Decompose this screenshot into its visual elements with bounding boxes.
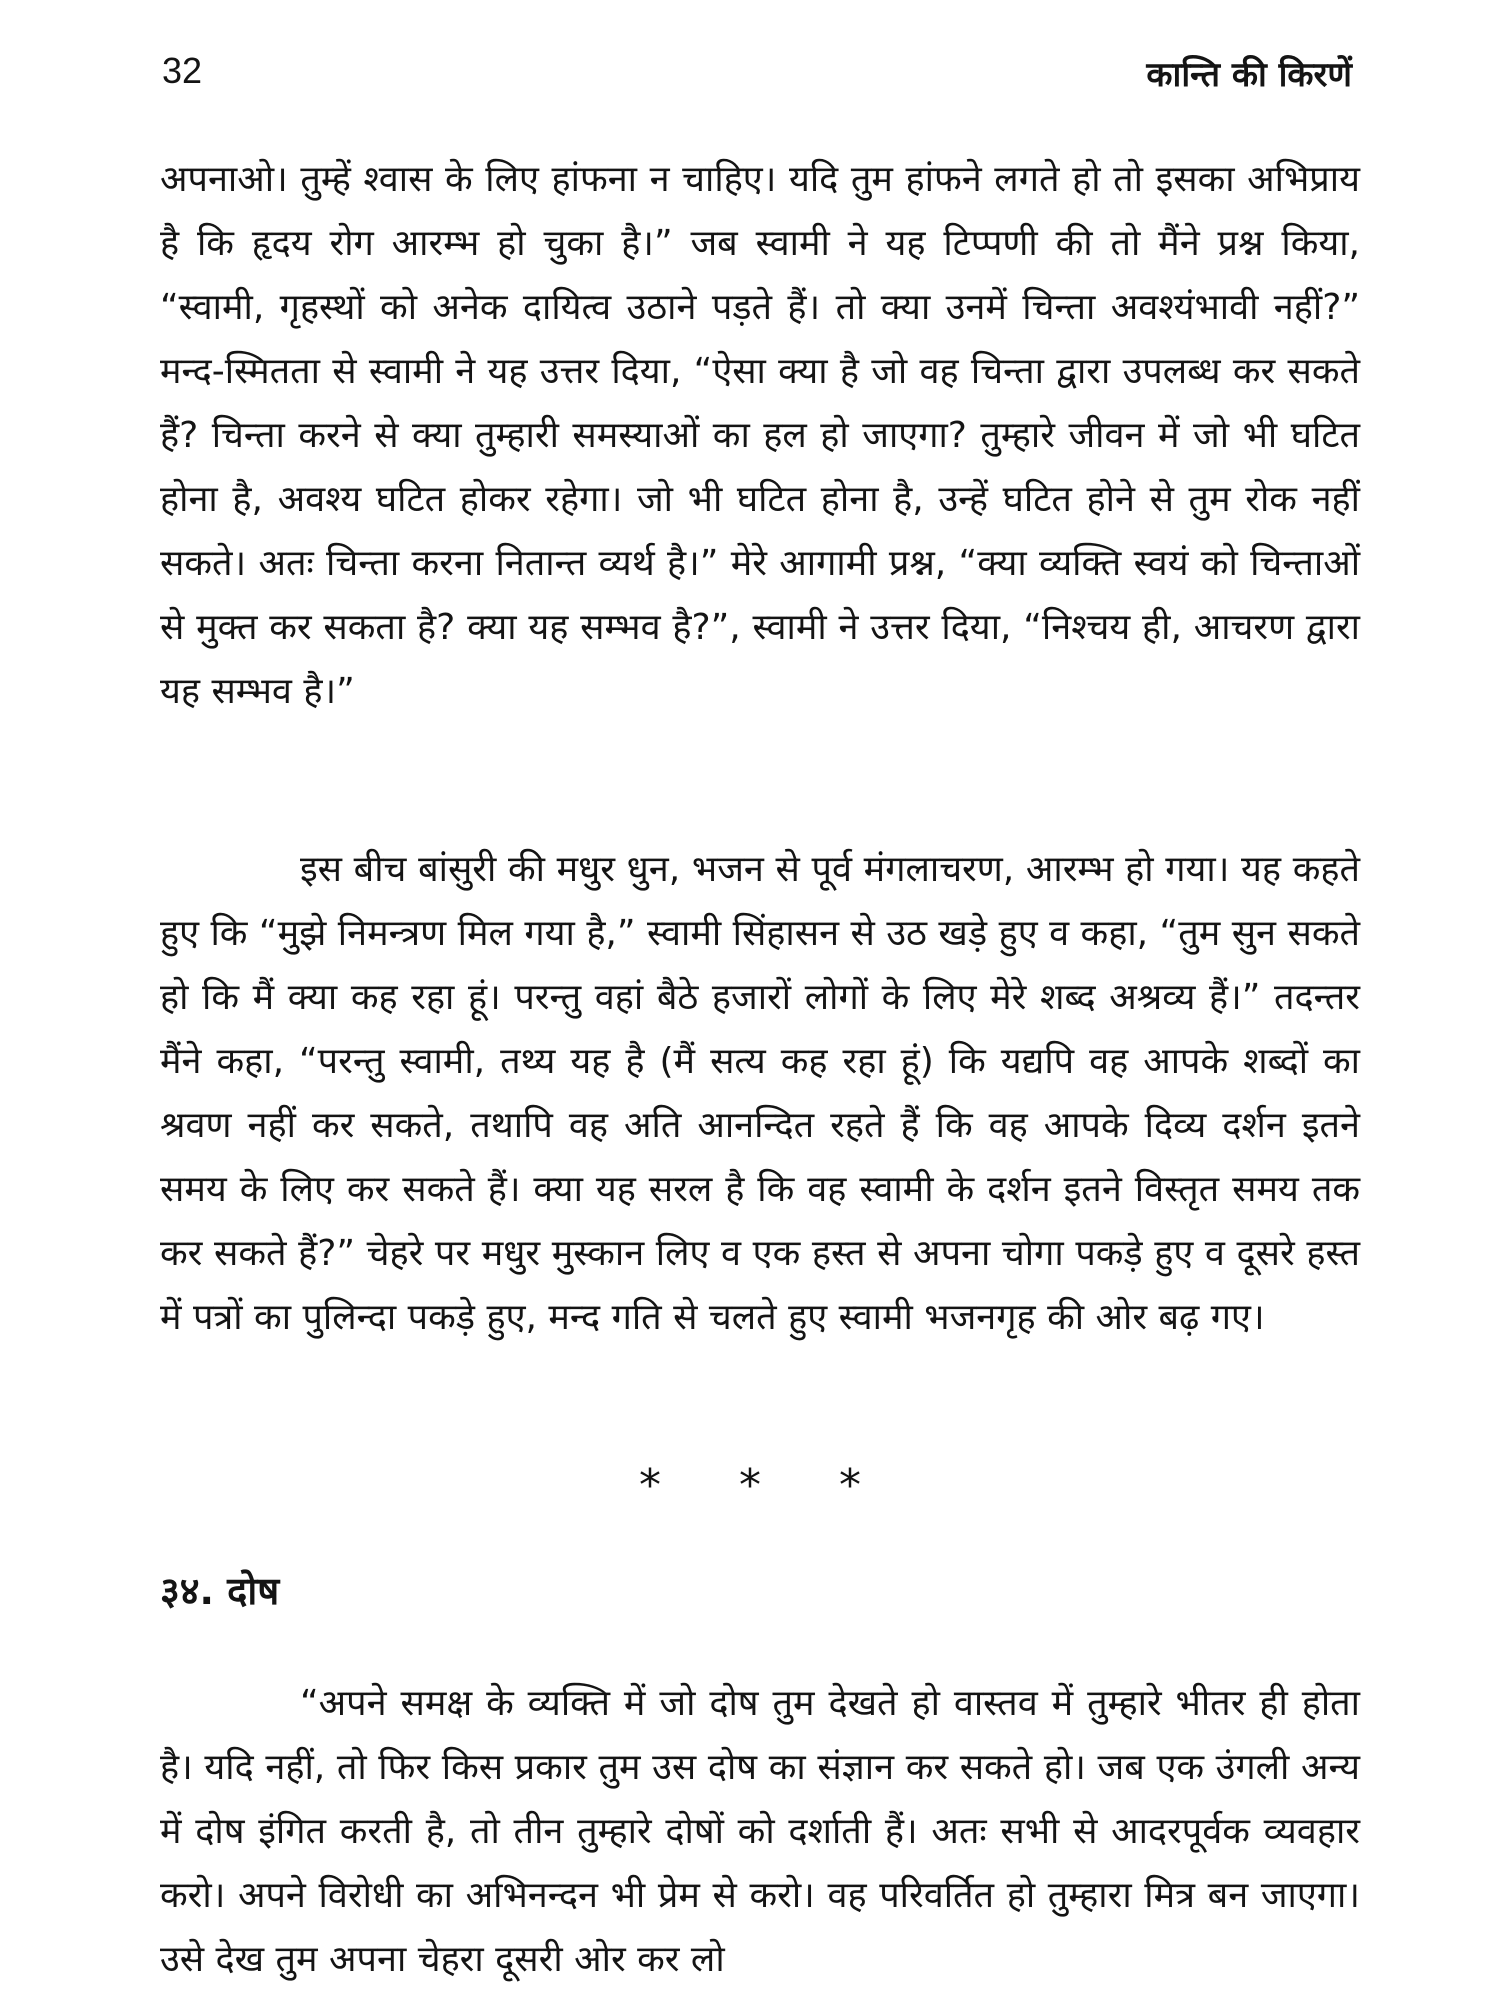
page-number: 32	[162, 50, 203, 91]
body-paragraph-2: इस बीच बांसुरी की मधुर धुन, भजन से पूर्व मंगलाचरण, आरम्भ हो गया। यह कहते हुए कि “मुझे निमन्त्रण मिल गया है,” स्वामी सिंहासन से उठ खड़े हुए व कहा, “तुम सुन सकते हो कि मैं क्या कह रहा हूं। परन्तु वहां बैठे हजारों लोगों के लिए मेरे शब्द अश्रव्य हैं।” तदन्तर मैंने कहा, “परन्तु स्वामी, तथ्य यह है (मैं सत्य कह रहा हूं) कि यद्यपि वह आपके शब्दों का श्रवण नहीं कर सकते, तथापि वह अति आनन्दित रहते हैं कि वह आपके दिव्य दर्शन इतने समय के लिए कर सकते हैं। क्या यह सरल है कि वह स्वामी के दर्शन इतने विस्तृत समय तक कर सकते हैं?” चेहरे पर मधुर मुस्कान लिए व एक हस्त से अपना चोगा पकड़े हुए व दूसरे हस्त में पत्रों का पुलिन्दा पकड़े हुए, मन्द गति से चलते हुए स्वामी भजनगृह की ओर बढ़ गए।	[160, 849, 1360, 1338]
body-paragraph-1: अपनाओ। तुम्हें श्वास के लिए हांफना न चाहिए। यदि तुम हांफने लगते हो तो इसका अभिप्राय है कि हृदय रोग आरम्भ हो चुका है।” जब स्वामी ने यह टिप्पणी की तो मैंने प्रश्न किया, “स्वामी, गृहस्थों को अनेक दायित्व उठाने पड़ते हैं। तो क्या उनमें चिन्ता अवश्यंभावी नहीं?” मन्द-स्मितता से स्वामी ने यह उत्तर दिया, “ऐसा क्या है जो वह चिन्ता द्वारा उपलब्ध कर सकते हैं? चिन्ता करने से क्या तुम्हारी समस्याओं का हल हो जाएगा? तुम्हारे जीवन में जो भी घटित होना है, अवश्य घटित होकर रहेगा। जो भी घटित होना है, उन्हें घटित होने से तुम रोक नहीं सकते। अतः चिन्ता करना नितान्त व्यर्थ है।” मेरे आगामी प्रश्न, “क्या व्यक्ति स्वयं को चिन्ताओं से मुक्त कर सकता है? क्या यह सम्भव है?”, स्वामी ने उत्तर दिया, “निश्चय ही, आचरण द्वारा यह सम्भव है।”	[160, 159, 1360, 712]
divider-asterisk: *	[639, 1460, 661, 1511]
divider-asterisk: *	[739, 1460, 761, 1511]
section-divider	[0, 1460, 1500, 1511]
running-title: कान्ति की किरणें	[1146, 55, 1352, 95]
divider-asterisk: *	[839, 1460, 861, 1511]
body-paragraph-3: “अपने समक्ष के व्यक्ति में जो दोष तुम देखते हो वास्तव में तुम्हारे भीतर ही होता है। यदि नहीं, तो फिर किस प्रकार तुम उस दोष का संज्ञान कर सकते हो। जब एक उंगली अन्य में दोष इंगित करती है, तो तीन तुम्हारे दोषों को दर्शाती हैं। अतः सभी से आदरपूर्वक व्यवहार करो। अपने विरोधी का अभिनन्दन भी प्रेम से करो। वह परिवर्तित हो तुम्हारा मित्र बन जाएगा। उसे देख तुम अपना चेहरा दूसरी ओर कर लो	[160, 1683, 1360, 1980]
section-heading: ३४. दोष	[160, 1569, 280, 1613]
